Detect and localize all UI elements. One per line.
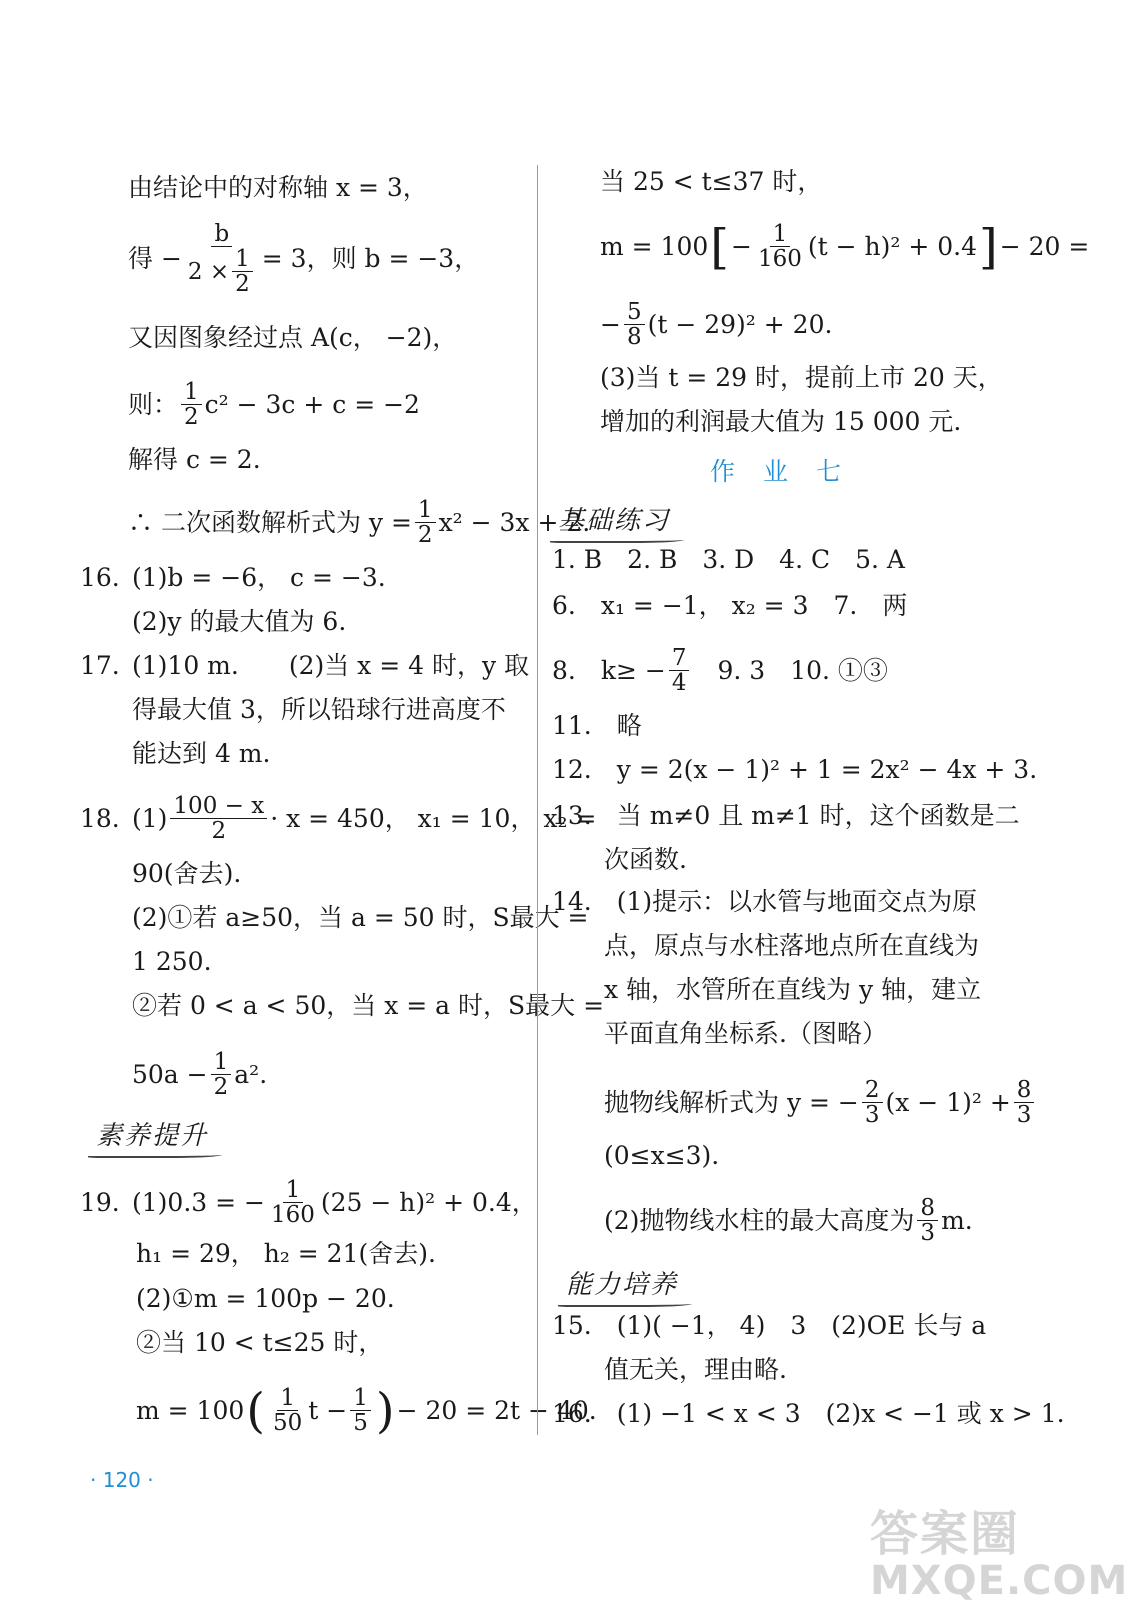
formula-line: m = 100 [ − $\frac{1}{160}$ (t − h)² + 0.4 ] − 20 = [600,218,1090,275]
text-line: ②若 0 < a < 50，当 x = a 时，S最大 = [132,991,605,1020]
answer-18: 18. (1) $\frac{100 - x}{2}$ · x = 450， x₁ = 10， x₂ = [80,793,597,845]
text-line: 能达到 4 m. [132,739,271,768]
section-title: 作业七 [710,457,870,486]
formula-line: − $\frac{5}{8}$ (t − 29)² + 20. [600,299,833,351]
text-line: 次函数. [604,845,687,874]
text-line: 1 250. [132,947,212,976]
formula-line: ∴ 二次函数解析式为 y = $\frac{1}{2}$ x² − 3x + 2. [128,497,591,549]
text-line: ②当 10 < t≤25 时， [136,1328,384,1357]
text-line: 点，原点与水柱落地点所在直线为 [604,931,980,960]
formula-line: m = 100 ( $\frac{1}{50}$ t − $\frac{1}{5}$ ) − 20 = 2t − 40. [136,1382,597,1439]
formula-line: 则： $\frac{1}{2}$ c² − 3c + c = −2 [128,379,420,431]
answer-12: 12. y = 2(x − 1)² + 1 = 2x² − 4x + 3. [552,755,1038,784]
column-divider [537,165,538,1435]
formula-line: 抛物线解析式为 y = − $\frac{2}{3}$ (x − 1)² + $\frac{8}{3}$ [604,1078,1037,1127]
answer-15: 15. (1)( −1， 4) 3 (2)OE 长与 a [552,1311,987,1340]
watermark: 答案圈 MXQE.COM [870,1506,1128,1604]
answer-6-7: 6. x₁ = −1， x₂ = 3 7. 两 [552,591,908,620]
text-line: (2)y 的最大值为 6. [132,607,347,636]
answer-1-5: 1. B 2. B 3. D 4. C 5. A [552,545,905,574]
section-heading: 素养提升 [96,1115,208,1152]
section-heading: 基础练习 [558,500,670,537]
text-line: 解得 c = 2. [128,445,261,474]
answer-14: 14. (1)提示：以水管与地面交点为原 [552,887,978,916]
fraction: b 2 × $\frac{1}{2}$ [185,222,259,296]
page-number: · 120 · [90,1468,154,1492]
text-line: 得最大值 3，所以铅球行进高度不 [132,695,506,724]
text-line: (3)当 t = 29 时，提前上市 20 天， [600,363,1003,392]
answer-11: 11. 略 [552,711,642,740]
text-line: 由结论中的对称轴 x = 3， [128,173,428,202]
formula-line: (2)抛物线水柱的最大高度为 $\frac{8}{3}$ m. [604,1195,973,1247]
text-line: (0≤x≤3). [604,1141,720,1170]
answer-8-10: 8. k≥ − $\frac{7}{4}$ 9. 3 10. ①③ [552,645,888,697]
answer-16: 16. (1)b = −6， c = −3. [80,563,386,592]
formula-line: 得 − b 2 × $\frac{1}{2}$ = 3，则 b = −3， [128,221,480,298]
text-line: 值无关，理由略. [604,1355,787,1384]
answer-16: 16. (1) −1 < x < 3 (2)x < −1 或 x > 1. [552,1399,1065,1428]
text-line: (2)①若 a≥50，当 a = 50 时，S最大 = [132,903,589,932]
text-line: 平面直角坐标系.（图略） [604,1019,887,1048]
answer-13: 13. 当 m≠0 且 m≠1 时，这个函数是二 [552,801,1020,830]
text-line: 当 25 < t≤37 时， [600,167,823,196]
text-line: (2)①m = 100p − 20. [136,1284,395,1313]
text-line: 90(舍去). [132,859,242,888]
formula-line: 50a − $\frac{1}{2}$ a². [132,1049,268,1101]
answer-17: 17. (1)10 m. (2)当 x = 4 时，y 取 [80,651,530,680]
section-heading: 能力培养 [566,1264,678,1301]
text-line: 又因图象经过点 A(c， −2)， [128,323,458,352]
text-line: x 轴，水管所在直线为 y 轴，建立 [604,975,982,1004]
answer-19: 19. (1)0.3 = − $\frac{1}{160}$ (25 − h)² + 0.4， [80,1177,537,1229]
text-line: h₁ = 29， h₂ = 21(舍去). [136,1239,436,1268]
text-line: 增加的利润最大值为 15 000 元. [600,407,962,436]
